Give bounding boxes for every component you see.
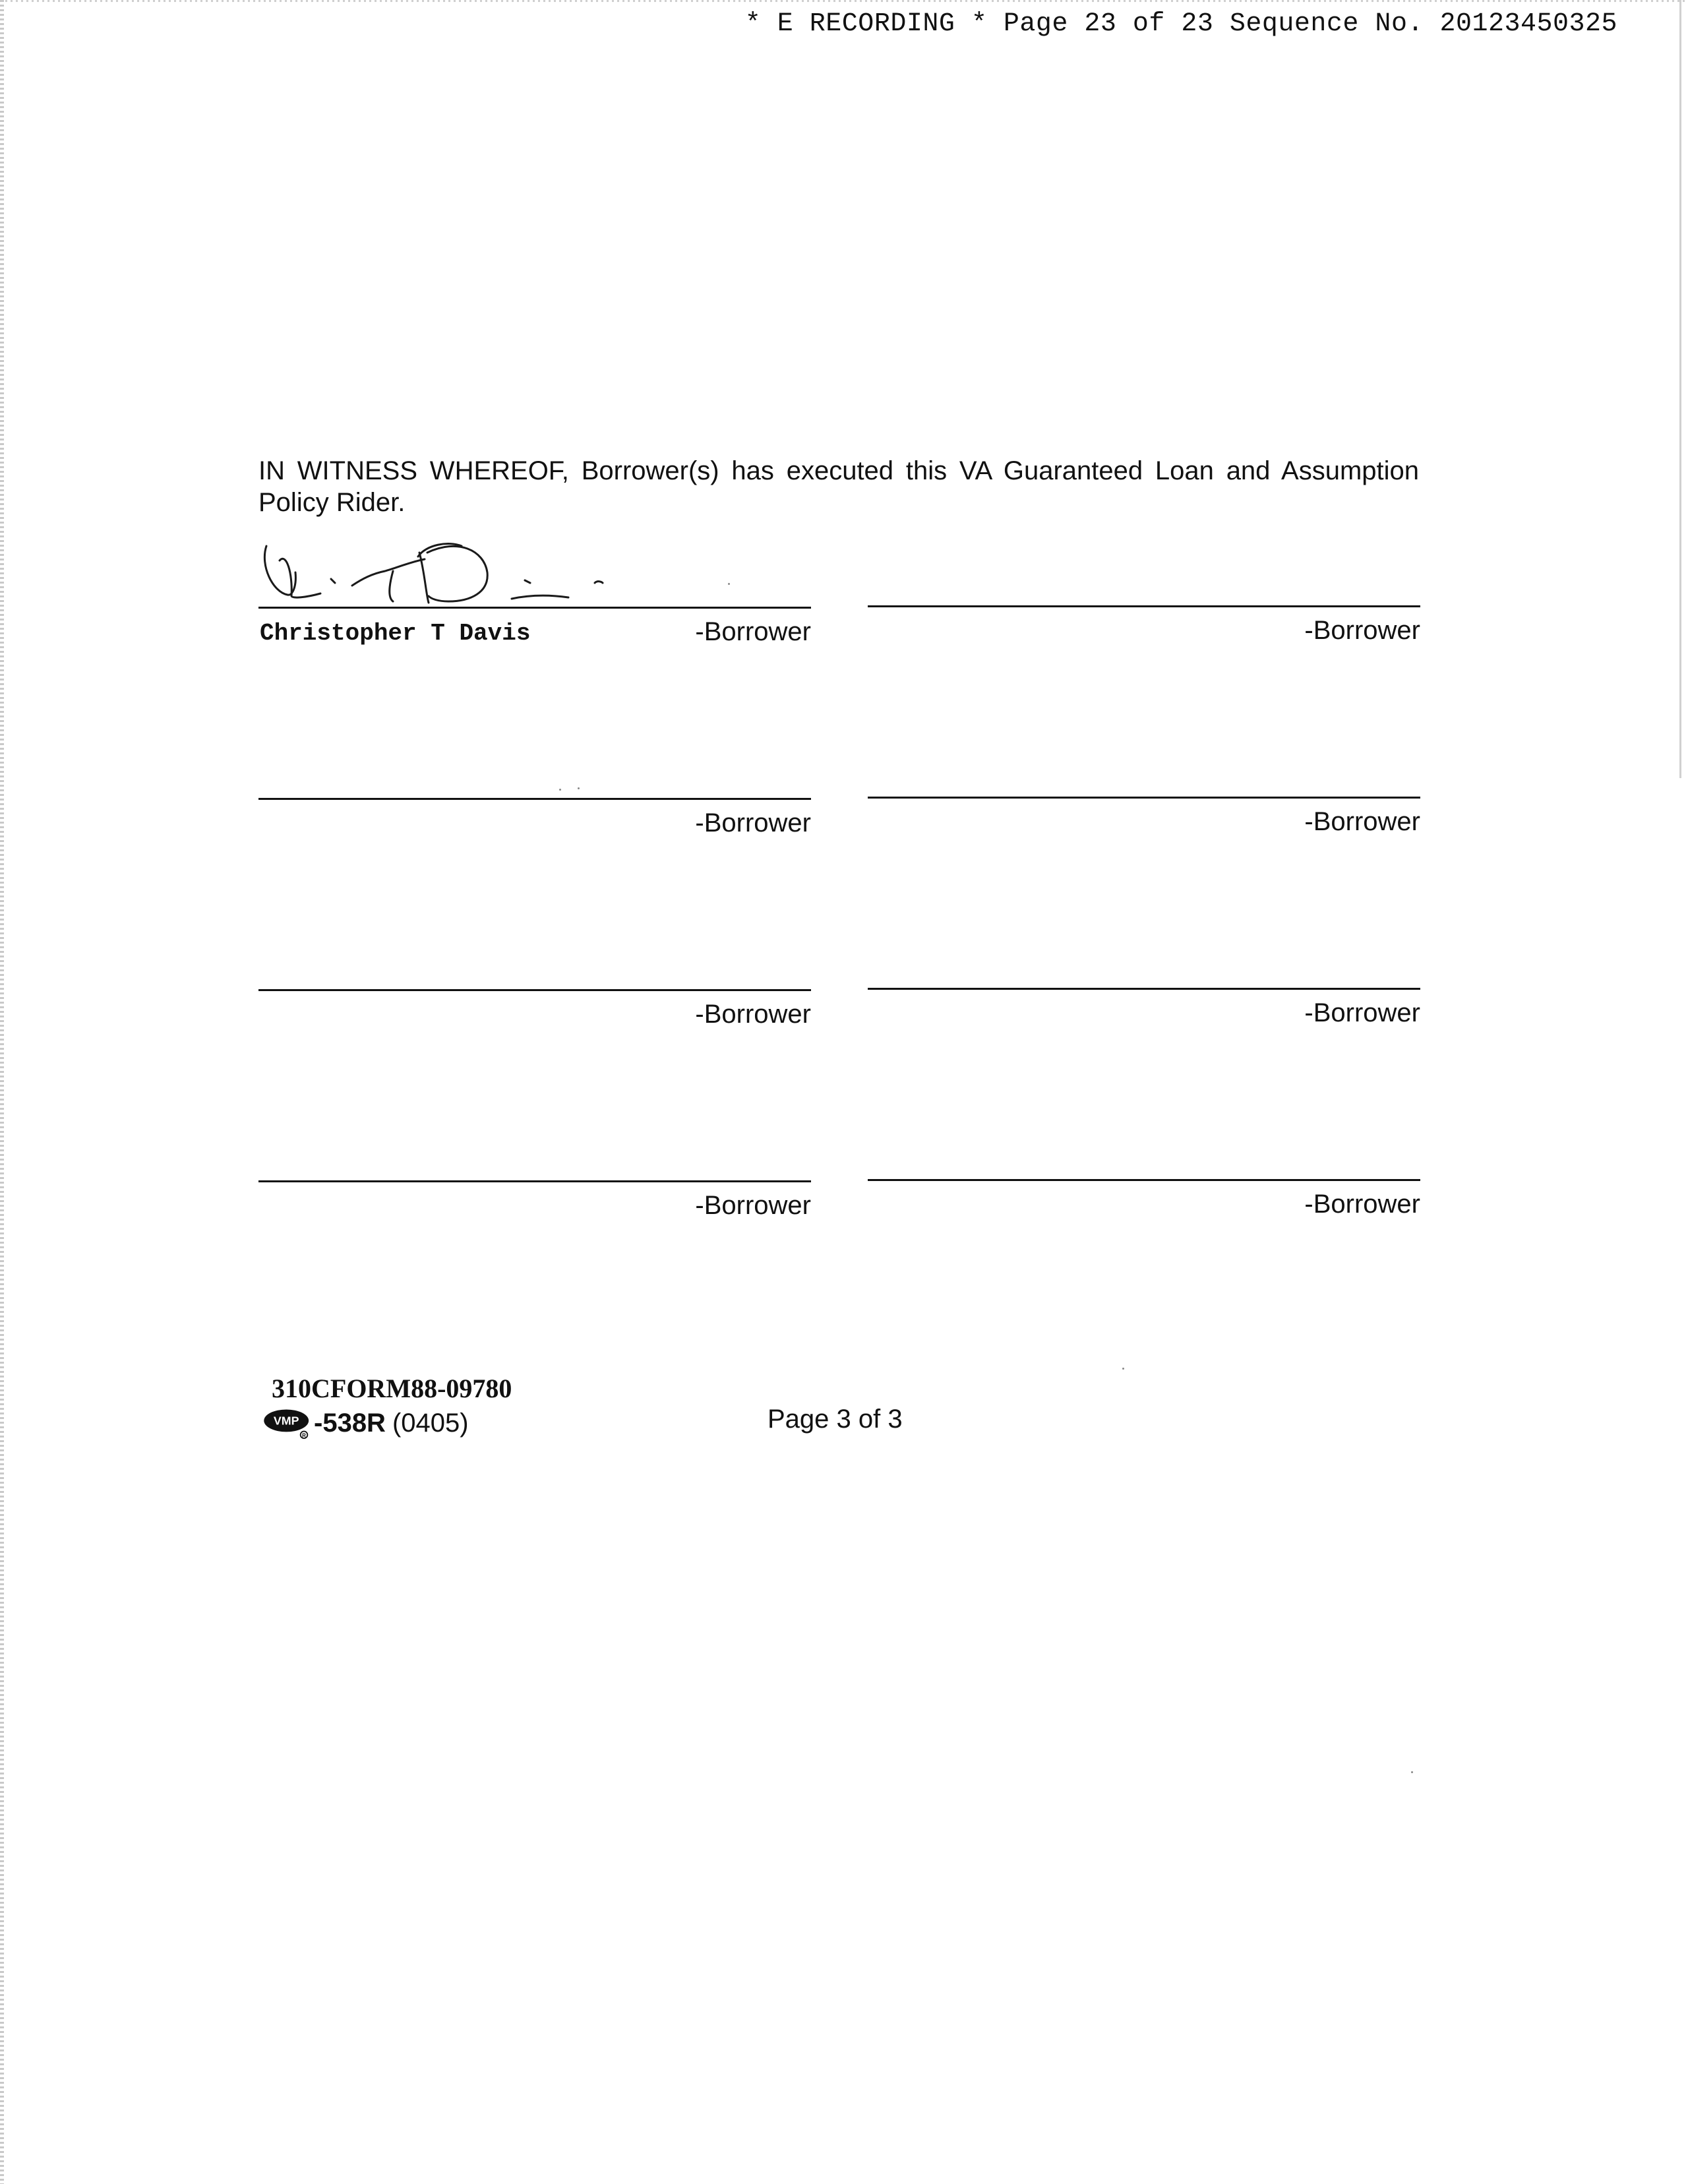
page-left-edge <box>0 0 4 2184</box>
signature-block-4 <box>868 797 1420 849</box>
form-revision: (0405) <box>392 1408 469 1438</box>
signature-block-8 <box>868 1179 1420 1232</box>
signature-block-1 <box>258 607 811 659</box>
signature-block-5 <box>258 989 811 1042</box>
scan-speck <box>559 789 561 791</box>
signer-role-label: -Borrower <box>695 1000 811 1029</box>
scan-speck <box>1411 1771 1413 1773</box>
form-code: 310CFORM88-09780 <box>272 1374 512 1403</box>
svg-text:R: R <box>302 1432 306 1439</box>
signer-role-label: -Borrower <box>695 1191 811 1220</box>
signature-line <box>258 607 811 609</box>
form-number: -538R <box>314 1408 386 1438</box>
scan-speck <box>578 787 580 789</box>
recording-header: * E RECORDING * Page 23 of 23 Sequence No. 20123450325 <box>744 9 1617 39</box>
signature-line <box>868 988 1420 990</box>
signer-role-label: -Borrower <box>1304 807 1420 836</box>
signer-name: Christopher T Davis <box>260 620 531 647</box>
signer-role-label: -Borrower <box>1304 616 1420 645</box>
handwritten-signature <box>253 533 622 612</box>
vmp-logo-text: VMP <box>273 1414 299 1428</box>
scan-speck <box>728 583 730 585</box>
signature-line <box>258 989 811 991</box>
page-right-edge <box>1679 0 1681 778</box>
signature-line <box>868 1179 1420 1181</box>
signature-block-7 <box>258 1180 811 1233</box>
signature-block-6 <box>868 988 1420 1041</box>
page-number: Page 3 of 3 <box>768 1405 903 1434</box>
signature-block-2 <box>868 605 1420 658</box>
witness-statement: IN WITNESS WHEREOF, Borrower(s) has executed this VA Guaranteed Loan and Assumption Policy Rider. <box>258 456 1419 517</box>
signature-line <box>258 798 811 800</box>
signature-block-3 <box>258 798 811 851</box>
signature-line <box>868 605 1420 607</box>
vmp-logo-icon <box>260 1407 315 1440</box>
signature-line <box>868 797 1420 799</box>
signer-role-label: -Borrower <box>695 617 811 646</box>
signer-role-label: -Borrower <box>695 808 811 837</box>
signer-role-label: -Borrower <box>1304 1190 1420 1219</box>
page-top-edge <box>0 0 1688 2</box>
scan-speck <box>1122 1368 1124 1370</box>
signature-line <box>258 1180 811 1182</box>
signer-role-label: -Borrower <box>1304 998 1420 1027</box>
form-number-row <box>260 1403 469 1443</box>
